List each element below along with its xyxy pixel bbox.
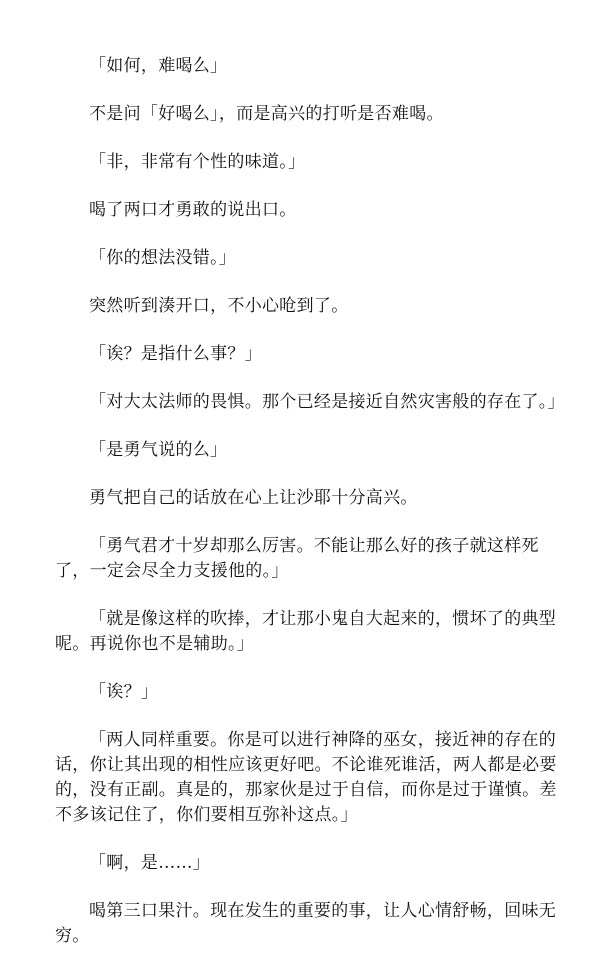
paragraph: 喝第三口果汁。现在发生的重要的事，让人心情舒畅，回味无穷。: [55, 901, 557, 946]
paragraph: 「对大太法师的畏惧。那个已经是接近自然灾害般的存在了。」: [89, 392, 565, 412]
paragraph: 「诶？是指什么事？」: [89, 344, 262, 364]
paragraph: 突然听到湊开口，不小心呛到了。: [89, 296, 349, 316]
paragraph: 「两人同样重要。你是可以进行神降的巫女，接近神的存在的话，你让其出现的相性应该更好吧。不论谁死谁活，两人都是必要的，没有正副。真是的，那家伙是过于自信，而你是过于谨慎。差不多该记住了，你们要相互弥补这点。」: [55, 730, 557, 825]
paragraph: 「你的想法没错。」: [89, 248, 237, 268]
paragraph: 「勇气君才十岁却那么厉害。不能让那么好的孩子就这样死了，一定会尽全力支援他的。」: [55, 536, 539, 581]
paragraph: 「非，非常有个性的味道。」: [89, 152, 306, 172]
paragraph: 「是勇气说的么」: [89, 440, 228, 460]
paragraph: 不是问「好喝么」，而是高兴的打听是否难喝。: [89, 104, 444, 124]
paragraph: 「啊，是……」: [89, 853, 211, 873]
paragraph: 「诶？」: [89, 682, 159, 702]
paragraph: 勇气把自己的话放在心上让沙耶十分高兴。: [89, 488, 418, 508]
paragraph: 「就是像这样的吹捧，才让那小鬼自大起来的，惯坏了的典型呢。再说你也不是辅助。」: [55, 609, 557, 654]
paragraph: 「如何，难喝么」: [89, 56, 228, 76]
document-body: [55, 54, 565, 972]
paragraph: 喝了两口才勇敢的说出口。: [89, 200, 297, 220]
